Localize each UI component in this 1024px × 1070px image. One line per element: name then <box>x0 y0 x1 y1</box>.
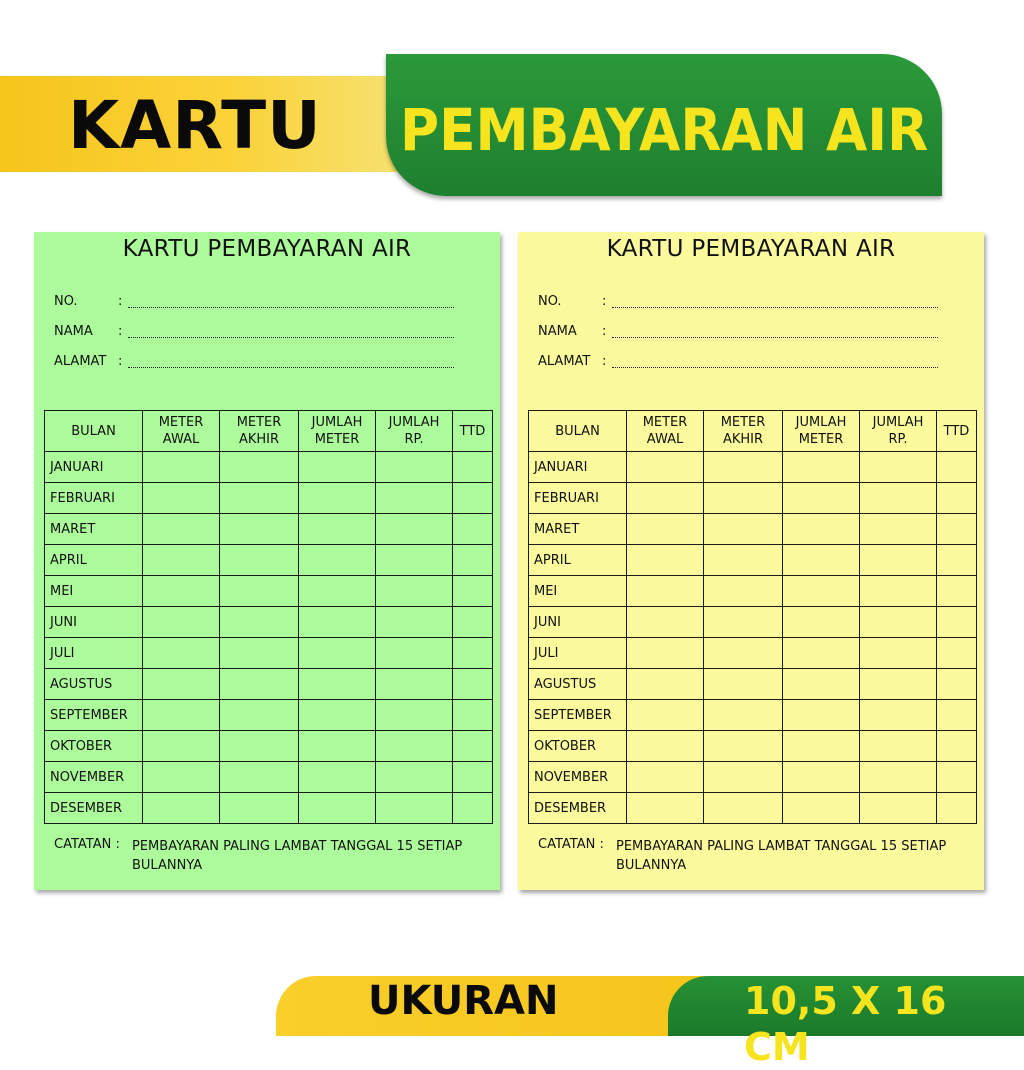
field-dotted-line <box>128 307 454 308</box>
field-alamat <box>538 354 938 374</box>
cell[interactable] <box>376 607 453 638</box>
month-cell: JUNI <box>529 607 627 638</box>
header-bulan: BULAN <box>45 411 143 452</box>
card-green <box>34 232 500 890</box>
header-line: METER <box>158 415 204 430</box>
cell[interactable] <box>860 483 937 514</box>
field-colon: : <box>118 294 123 309</box>
cell[interactable] <box>220 669 299 700</box>
table-row <box>529 514 977 545</box>
cell[interactable] <box>220 731 299 762</box>
cell[interactable] <box>220 452 299 483</box>
cell[interactable] <box>143 731 220 762</box>
header-jumlah-rp <box>860 411 937 452</box>
table-row <box>529 607 977 638</box>
month-cell: AGUSTUS <box>45 669 143 700</box>
cell[interactable] <box>143 669 220 700</box>
cell[interactable] <box>453 576 493 607</box>
cell[interactable] <box>453 762 493 793</box>
header-line: RP. <box>888 432 908 447</box>
month-cell: APRIL <box>529 545 627 576</box>
cell[interactable] <box>143 607 220 638</box>
cell[interactable] <box>627 638 704 669</box>
cell[interactable] <box>220 607 299 638</box>
cell[interactable] <box>783 576 860 607</box>
field-colon: : <box>118 354 123 369</box>
cell[interactable] <box>860 514 937 545</box>
table-row <box>45 793 493 824</box>
field-dotted-line <box>612 307 938 308</box>
cell[interactable] <box>299 483 376 514</box>
header-line: RP. <box>404 432 424 447</box>
payment-table <box>44 410 493 824</box>
table-row <box>45 545 493 576</box>
table-row <box>45 514 493 545</box>
header-line: METER <box>642 415 688 430</box>
cell[interactable] <box>860 545 937 576</box>
month-cell: AGUSTUS <box>529 669 627 700</box>
footer-size: 10,5 X 16 CM <box>744 979 947 1069</box>
cell[interactable] <box>376 762 453 793</box>
cell[interactable] <box>860 638 937 669</box>
field-dotted-line <box>612 367 938 368</box>
cell[interactable] <box>627 514 704 545</box>
table-row <box>529 452 977 483</box>
field-alamat <box>54 354 454 374</box>
header-meter-awal <box>627 411 704 452</box>
cell[interactable] <box>704 793 783 824</box>
cell[interactable] <box>453 700 493 731</box>
month-cell: JUNI <box>45 607 143 638</box>
header-meter-awal <box>143 411 220 452</box>
cell[interactable] <box>376 483 453 514</box>
payment-table <box>528 410 977 824</box>
month-cell: JANUARI <box>529 452 627 483</box>
month-cell: FEBRUARI <box>529 483 627 514</box>
table-header-row <box>529 411 977 452</box>
field-colon: : <box>602 294 607 309</box>
cell[interactable] <box>220 638 299 669</box>
card-title: KARTU PEMBAYARAN AIR <box>122 236 412 262</box>
cell[interactable] <box>299 700 376 731</box>
cell[interactable] <box>783 793 860 824</box>
cell[interactable] <box>937 607 977 638</box>
field-colon: : <box>118 324 123 339</box>
field-colon: : <box>602 354 607 369</box>
cell[interactable] <box>453 638 493 669</box>
cell[interactable] <box>143 762 220 793</box>
cell[interactable] <box>376 545 453 576</box>
note-label: CATATAN : <box>54 837 120 852</box>
month-cell: FEBRUARI <box>45 483 143 514</box>
cell[interactable] <box>220 793 299 824</box>
cell[interactable] <box>704 607 783 638</box>
cell[interactable] <box>783 762 860 793</box>
cell[interactable] <box>783 638 860 669</box>
header-line: METER <box>236 415 282 430</box>
cell[interactable] <box>937 576 977 607</box>
cell[interactable] <box>704 731 783 762</box>
header-line: JUMLAH <box>388 415 440 430</box>
cell[interactable] <box>937 452 977 483</box>
cell[interactable] <box>704 669 783 700</box>
cell[interactable] <box>704 514 783 545</box>
header-meter-akhir <box>704 411 783 452</box>
cell[interactable] <box>299 669 376 700</box>
header-ttd: TTD <box>453 411 493 452</box>
cell[interactable] <box>143 576 220 607</box>
cell[interactable] <box>937 545 977 576</box>
field-no <box>54 294 454 314</box>
header-jumlah-meter <box>783 411 860 452</box>
table-row <box>45 700 493 731</box>
cell[interactable] <box>453 514 493 545</box>
field-label: NO. <box>538 294 562 309</box>
cell[interactable] <box>783 700 860 731</box>
cell[interactable] <box>937 514 977 545</box>
cell[interactable] <box>783 483 860 514</box>
cell[interactable] <box>783 607 860 638</box>
cell[interactable] <box>376 514 453 545</box>
cell[interactable] <box>299 762 376 793</box>
cell[interactable] <box>299 638 376 669</box>
cell[interactable] <box>220 545 299 576</box>
cell[interactable] <box>937 669 977 700</box>
cell[interactable] <box>860 762 937 793</box>
cell[interactable] <box>299 514 376 545</box>
cell[interactable] <box>220 483 299 514</box>
table-row <box>45 607 493 638</box>
header-jumlah-meter <box>299 411 376 452</box>
cell[interactable] <box>376 576 453 607</box>
cell[interactable] <box>937 731 977 762</box>
field-nama <box>54 324 454 344</box>
cell[interactable] <box>453 669 493 700</box>
header-line: AKHIR <box>722 432 764 447</box>
cell[interactable] <box>299 793 376 824</box>
table-row <box>529 762 977 793</box>
cell[interactable] <box>143 545 220 576</box>
table-row <box>45 483 493 514</box>
cell[interactable] <box>453 731 493 762</box>
cell[interactable] <box>143 483 220 514</box>
header-line: JUMLAH <box>872 415 924 430</box>
header-line: METER <box>798 432 844 447</box>
cell[interactable] <box>376 731 453 762</box>
field-dotted-line <box>128 337 454 338</box>
cell[interactable] <box>860 452 937 483</box>
note-label: CATATAN : <box>538 837 604 852</box>
month-cell: NOVEMBER <box>45 762 143 793</box>
header-line: METER <box>720 415 766 430</box>
month-cell: OKTOBER <box>529 731 627 762</box>
table-row <box>529 793 977 824</box>
cell[interactable] <box>453 483 493 514</box>
cell[interactable] <box>627 669 704 700</box>
cell[interactable] <box>937 483 977 514</box>
cell[interactable] <box>704 638 783 669</box>
cell[interactable] <box>299 607 376 638</box>
cell[interactable] <box>704 483 783 514</box>
table-row <box>529 669 977 700</box>
cell[interactable] <box>143 514 220 545</box>
header-line: JUMLAH <box>311 415 363 430</box>
note-text: PEMBAYARAN PALING LAMBAT TANGGAL 15 SETIAP BULANNYA <box>132 839 463 873</box>
month-cell: MEI <box>529 576 627 607</box>
cell[interactable] <box>627 607 704 638</box>
cell[interactable] <box>453 545 493 576</box>
cell[interactable] <box>783 452 860 483</box>
cell[interactable] <box>704 452 783 483</box>
field-no <box>538 294 938 314</box>
footer-label: UKURAN <box>368 978 559 1024</box>
cell[interactable] <box>299 576 376 607</box>
cell[interactable] <box>627 576 704 607</box>
cell[interactable] <box>143 793 220 824</box>
month-cell: MARET <box>529 514 627 545</box>
month-cell: JULI <box>45 638 143 669</box>
month-cell: JANUARI <box>45 452 143 483</box>
field-colon: : <box>602 324 607 339</box>
header-meter-akhir <box>220 411 299 452</box>
cell[interactable] <box>860 793 937 824</box>
cell[interactable] <box>627 545 704 576</box>
cell[interactable] <box>453 793 493 824</box>
month-cell: APRIL <box>45 545 143 576</box>
cell[interactable] <box>299 452 376 483</box>
cell[interactable] <box>860 669 937 700</box>
field-label: ALAMAT <box>54 354 107 369</box>
card-title: KARTU PEMBAYARAN AIR <box>606 236 896 262</box>
table-row <box>45 731 493 762</box>
cell[interactable] <box>937 793 977 824</box>
cell[interactable] <box>704 762 783 793</box>
cell[interactable] <box>937 762 977 793</box>
cell[interactable] <box>143 700 220 731</box>
cell[interactable] <box>937 638 977 669</box>
cell[interactable] <box>376 638 453 669</box>
field-label: ALAMAT <box>538 354 591 369</box>
month-cell: SEPTEMBER <box>45 700 143 731</box>
cell[interactable] <box>860 700 937 731</box>
table-row <box>529 731 977 762</box>
month-cell: MARET <box>45 514 143 545</box>
cell[interactable] <box>627 793 704 824</box>
table-row <box>45 452 493 483</box>
card-yellow <box>518 232 984 890</box>
cell[interactable] <box>299 545 376 576</box>
cell[interactable] <box>937 700 977 731</box>
cell[interactable] <box>783 731 860 762</box>
cell[interactable] <box>220 576 299 607</box>
header-line: JUMLAH <box>795 415 847 430</box>
cell[interactable] <box>627 483 704 514</box>
field-label: NO. <box>54 294 78 309</box>
cell[interactable] <box>704 576 783 607</box>
cell[interactable] <box>453 607 493 638</box>
cell[interactable] <box>704 545 783 576</box>
cell[interactable] <box>376 700 453 731</box>
cell[interactable] <box>783 669 860 700</box>
header-bulan: BULAN <box>529 411 627 452</box>
cell[interactable] <box>453 452 493 483</box>
cell[interactable] <box>627 700 704 731</box>
field-dotted-line <box>128 367 454 368</box>
table-row <box>529 638 977 669</box>
cell[interactable] <box>220 700 299 731</box>
month-cell: NOVEMBER <box>529 762 627 793</box>
field-label: NAMA <box>538 324 577 339</box>
table-row <box>45 762 493 793</box>
month-cell: OKTOBER <box>45 731 143 762</box>
header-line: AWAL <box>646 432 684 447</box>
cell[interactable] <box>220 762 299 793</box>
month-cell: MEI <box>45 576 143 607</box>
banner-word-pembayaran-air: PEMBAYARAN AIR <box>400 96 929 164</box>
cell[interactable] <box>783 545 860 576</box>
header-line: METER <box>314 432 360 447</box>
field-dotted-line <box>612 337 938 338</box>
month-cell: SEPTEMBER <box>529 700 627 731</box>
cell[interactable] <box>376 793 453 824</box>
field-label: NAMA <box>54 324 93 339</box>
table-row <box>529 700 977 731</box>
cell[interactable] <box>860 576 937 607</box>
month-cell: DESEMBER <box>529 793 627 824</box>
cell[interactable] <box>860 607 937 638</box>
table-row <box>529 483 977 514</box>
month-cell: DESEMBER <box>45 793 143 824</box>
cell[interactable] <box>627 762 704 793</box>
cell[interactable] <box>627 452 704 483</box>
header-jumlah-rp <box>376 411 453 452</box>
table-row <box>45 638 493 669</box>
field-nama <box>538 324 938 344</box>
header-line: AWAL <box>162 432 200 447</box>
table-row <box>45 669 493 700</box>
table-row <box>529 576 977 607</box>
header-ttd: TTD <box>937 411 977 452</box>
cell[interactable] <box>376 452 453 483</box>
cell[interactable] <box>860 731 937 762</box>
table-header-row <box>45 411 493 452</box>
cell[interactable] <box>220 514 299 545</box>
cell[interactable] <box>783 514 860 545</box>
table-row <box>529 545 977 576</box>
month-cell: JULI <box>529 638 627 669</box>
header-line: AKHIR <box>238 432 280 447</box>
note-text: PEMBAYARAN PALING LAMBAT TANGGAL 15 SETIAP BULANNYA <box>616 839 947 873</box>
table-row <box>45 576 493 607</box>
cell[interactable] <box>376 669 453 700</box>
cell[interactable] <box>143 638 220 669</box>
cell[interactable] <box>627 731 704 762</box>
cell[interactable] <box>143 452 220 483</box>
banner-word-kartu: KARTU <box>68 87 322 164</box>
cell[interactable] <box>299 731 376 762</box>
cell[interactable] <box>704 700 783 731</box>
